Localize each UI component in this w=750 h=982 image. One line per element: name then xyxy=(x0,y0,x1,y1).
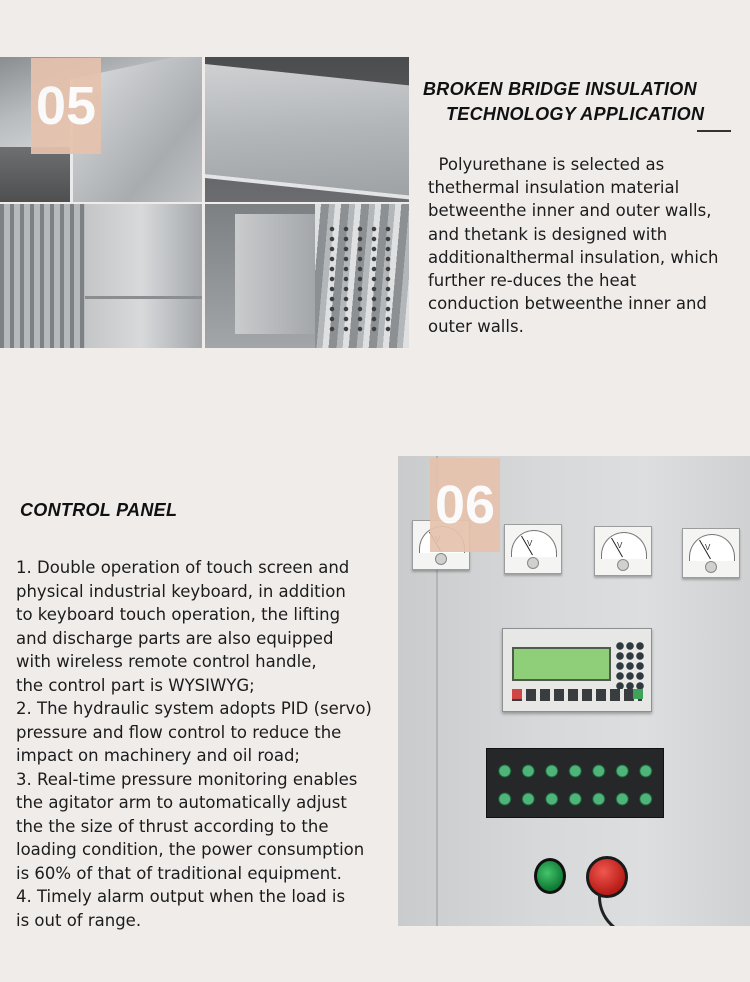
section-title-line1: BROKEN BRIDGE INSULATION xyxy=(423,79,697,99)
body-line: is out of range. xyxy=(16,910,142,930)
green-start-button-icon xyxy=(534,858,566,894)
body-line: and thetank is designed with xyxy=(428,224,668,244)
metal-panels-photo-3 xyxy=(0,204,202,348)
control-panel-title: CONTROL PANEL xyxy=(20,500,178,520)
body-line: impact on machinery and oil road; xyxy=(16,746,300,765)
voltmeter xyxy=(682,528,740,578)
red-emergency-stop-button-icon xyxy=(586,856,628,898)
body-line: with wireless remote control handle, xyxy=(16,652,317,671)
body-line: outer walls. xyxy=(428,317,524,337)
body-line: further re-duces the heat xyxy=(428,271,637,291)
cable-icon xyxy=(598,894,721,926)
body-line: the the size of thrust according to the xyxy=(16,816,329,836)
body-line: loading condition, the power consumption xyxy=(16,840,365,859)
body-line: 1. Double operation of touch screen and xyxy=(16,558,350,577)
body-line: and discharge parts are also equipped xyxy=(16,628,334,648)
voltmeter xyxy=(594,526,652,576)
body-line: betweenthe inner and outer walls, xyxy=(428,201,712,221)
body-line: thethermal insulation material xyxy=(428,178,680,198)
body-line: 3. Real-time pressure monitoring enables xyxy=(16,769,358,789)
title-underline xyxy=(697,130,731,132)
meter-unit-label: V xyxy=(617,541,623,550)
body-line: additionalthermal insulation, which xyxy=(428,247,719,267)
section-number-badge: 05 xyxy=(31,58,101,154)
body-line: to keyboard touch operation, the lifting xyxy=(16,605,341,624)
body-line: 2. The hydraulic system adopts PID (servo) xyxy=(16,699,372,718)
body-line: 4. Timely alarm output when the load is xyxy=(16,887,346,906)
section-title-line2: TECHNOLOGY APPLICATION xyxy=(446,104,705,124)
curved-panels-photo-4 xyxy=(205,204,409,348)
meter-unit-label: V xyxy=(527,539,533,548)
voltmeter xyxy=(504,524,562,574)
body-line: is 60% of that of traditional equipment. xyxy=(16,863,342,883)
body-line: conduction betweenthe inner and xyxy=(428,294,707,314)
section-number-badge: 06 xyxy=(430,458,500,552)
control-panel-description xyxy=(16,556,372,932)
insulation-description xyxy=(428,153,718,339)
body-line: the agitator arm to automatically adjust xyxy=(16,793,347,812)
indicator-button-panel xyxy=(486,748,664,818)
hmi-keypad-display xyxy=(502,628,652,712)
body-line: physical industrial keyboard, in addition xyxy=(16,581,346,601)
body-line: Polyurethane is selected as xyxy=(428,155,665,174)
body-line: the control part is WYSIWYG; xyxy=(16,675,255,695)
metal-sheet-photo-2 xyxy=(205,57,409,202)
meter-unit-label: V xyxy=(705,543,711,552)
body-line: pressure and flow control to reduce the xyxy=(16,722,342,742)
